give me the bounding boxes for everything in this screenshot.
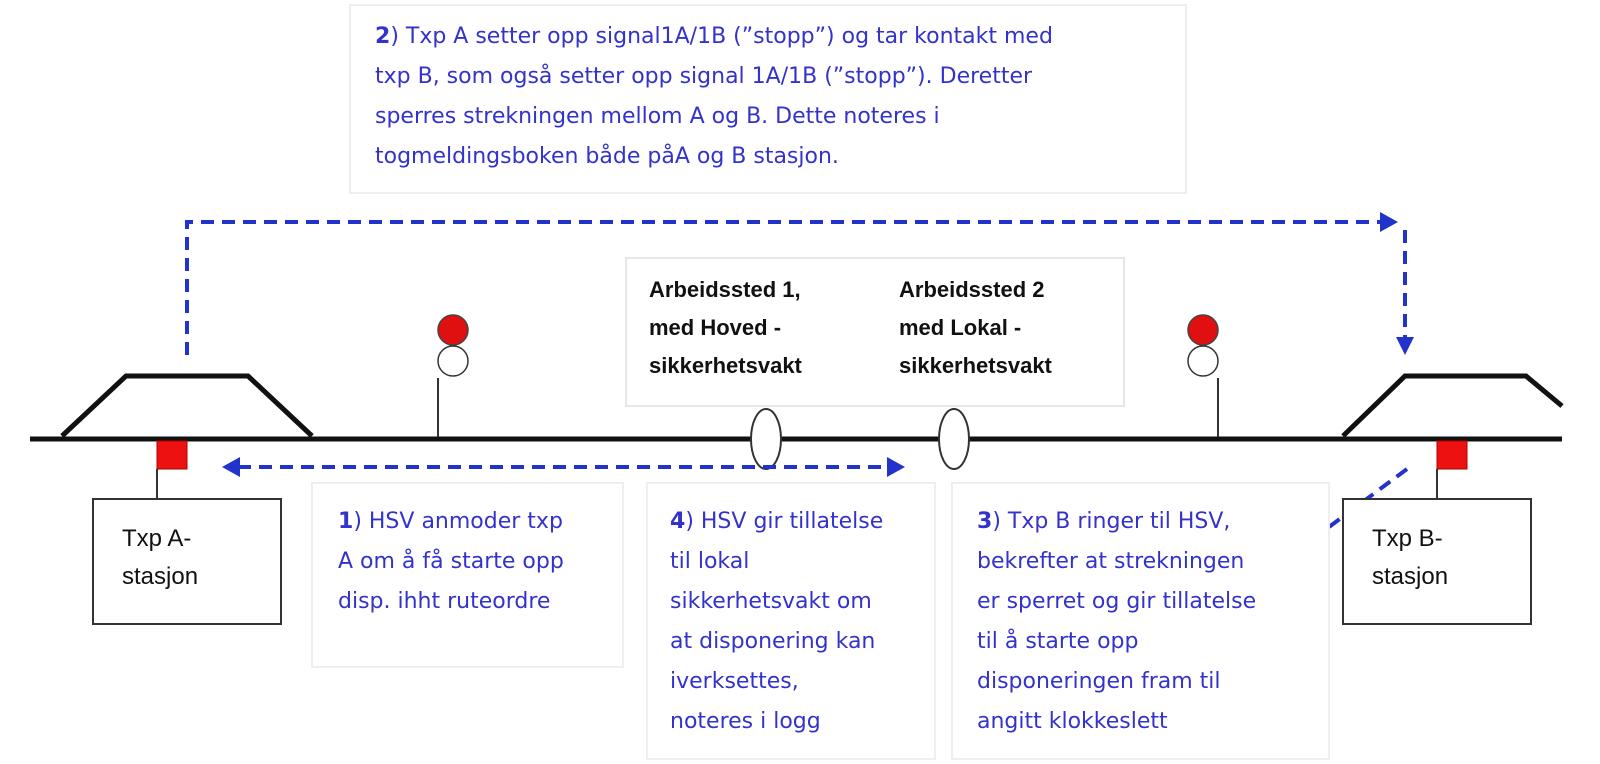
platform-a <box>62 376 312 436</box>
station-a-box <box>92 498 282 625</box>
workplace-1-label: Arbeidssted 1, med Hoved - sikkerhetsvakt <box>649 277 802 378</box>
station-a-line-2: stasjon <box>122 563 199 590</box>
step3-number: 3 <box>977 509 993 534</box>
step3-line-4: til å starte opp <box>977 629 1139 654</box>
step2-line-2: txp B, som også setter opp signal 1A/1B (”stopp”). Deretter <box>375 64 1033 89</box>
station-b-line-1: Txp B- <box>1372 525 1443 552</box>
step4-line-5: iverksettes, <box>670 669 799 694</box>
step1-line-3: disp. ihht ruteordre <box>338 589 551 614</box>
step2-number: 2 <box>375 24 391 49</box>
signal-1a-icon <box>438 315 468 437</box>
step4-line-2: til lokal <box>670 549 750 574</box>
step3-line-1: 3) Txp B ringer til HSV, <box>977 509 1231 534</box>
step3-line-5: disponeringen fram til <box>977 669 1221 694</box>
step3-line-2: bekrefter at strekningen <box>977 549 1245 574</box>
step4-line-1: 4) HSV gir tillatelse <box>670 509 884 534</box>
workplace-2-label: Arbeidssted 2 med Lokal - sikkerhetsvakt <box>899 277 1052 378</box>
station-a-marker <box>157 441 187 499</box>
step4-line-6: noteres i logg <box>670 709 821 734</box>
step2-line-4: togmeldingsboken både påA og B stasjon. <box>375 144 839 169</box>
station-b-marker <box>1437 441 1467 499</box>
step4-number: 4 <box>670 509 686 534</box>
step4-line-3: sikkerhetsvakt om <box>670 589 872 614</box>
signal-1b-icon <box>1188 315 1218 437</box>
step3-line-3: er sperret og gir tillatelse <box>977 589 1257 614</box>
station-b-line-2: stasjon <box>1372 563 1449 590</box>
step2-line-1: 2) Txp A setter opp signal1A/1B (”stopp”) og tar kontakt med <box>375 24 1053 49</box>
work-site-1-marker <box>751 409 781 469</box>
step1-4-arrow <box>222 457 905 477</box>
work-site-2-marker <box>939 409 969 469</box>
step1-box <box>311 482 624 668</box>
step1-number: 1 <box>338 509 354 534</box>
step4-line-4: at disponering kan <box>670 629 876 654</box>
step2-line-3: sperres strekningen mellom A og B. Dette noteres i <box>375 104 940 129</box>
platform-b <box>1343 376 1562 436</box>
station-a-line-1: Txp A- <box>122 525 192 552</box>
step3-box <box>951 482 1330 760</box>
step4-box <box>646 482 936 760</box>
step1-line-1: 1) HSV anmoder txp <box>338 509 563 534</box>
station-b-box <box>1342 498 1532 625</box>
step2-box <box>349 4 1187 194</box>
workplaces-box <box>625 257 1125 407</box>
step3-line-6: angitt klokkeslett <box>977 709 1168 734</box>
step1-line-2: A om å få starte opp <box>338 549 564 574</box>
